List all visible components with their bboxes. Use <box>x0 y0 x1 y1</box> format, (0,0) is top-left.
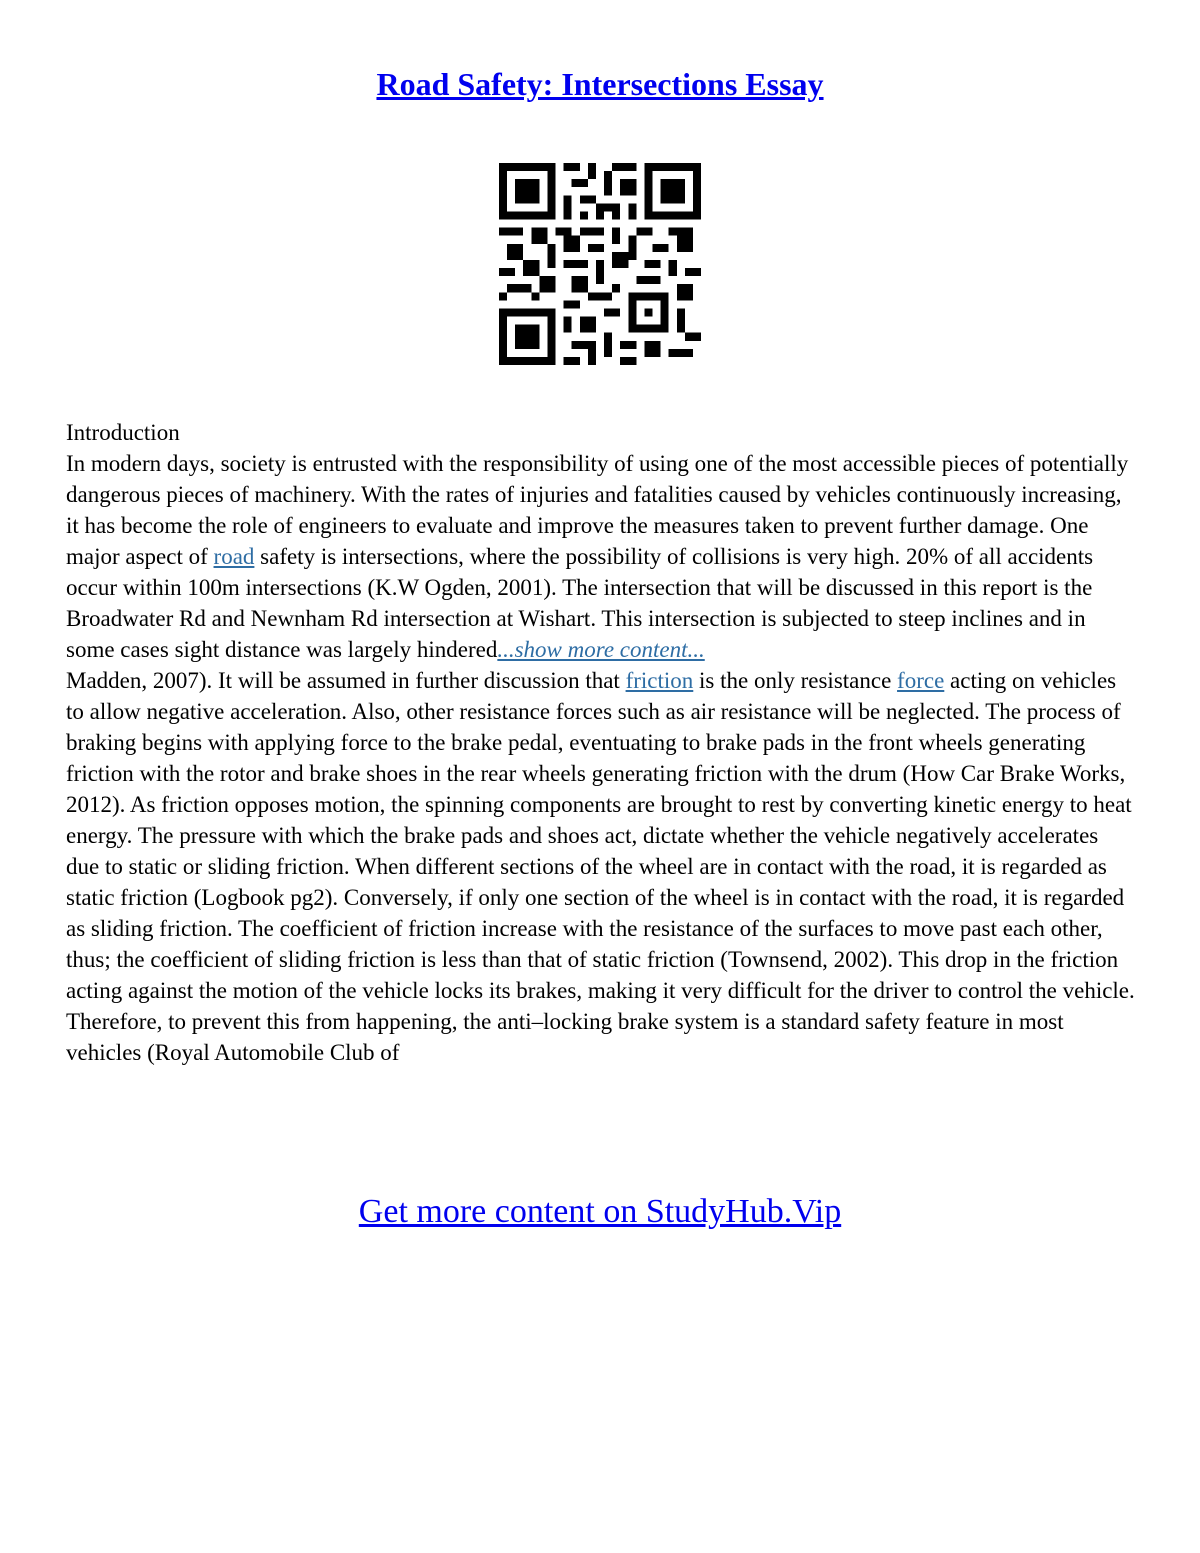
section-heading: Introduction <box>66 420 180 445</box>
title-link[interactable]: Road Safety: Intersections Essay <box>376 66 824 102</box>
intro-text-part2: safety is intersections, where the possibility of collisions is very high. 20% of all accidents occur within 100m intersections (K.W Ogden, 2001). The intersection that will be discussed in this report is the Broadwater Rd and Newnham Rd intersection at Wishart. This intersection is subjected to steep inclines and in some cases sight distance was largely hindered <box>66 544 1094 662</box>
essay-body <box>66 417 1136 1068</box>
studyhub-link[interactable]: Get more content on StudyHub.Vip <box>358 1193 842 1230</box>
body-text-part1: Madden, 2007). It will be assumed in further discussion that <box>66 668 626 693</box>
page-title <box>0 66 1200 103</box>
friction-link[interactable]: friction <box>625 668 694 693</box>
intro-paragraph <box>66 448 1136 665</box>
body-text-part3: acting on vehicles to allow negative acceleration. Also, other resistance forces such as air resistance will be neglected. The process of braking begins with applying force to the brake pedal, eventuating to brake pads in the front wheels generating friction with the rotor and brake shoes in the rear wheels generating friction with the drum (How Car Brake Works, 2012). As friction opposes motion, the spinning components are brought to rest by converting kinetic energy to heat energy. The pressure with which the brake pads and shoes act, dictate whether the vehicle negatively accelerates due to static or sliding friction. When different sections of the wheel are in contact with the road, it is regarded as static friction (Logbook pg2). Conversely, if only one section of the wheel is in contact with the road, it is regarded as sliding friction. The coefficient of friction increase with the resistance of the surfaces to move past each other, thus; the coefficient of sliding friction is less than that of static friction (Townsend, 2002). This drop in the friction acting against the motion of the vehicle locks its brakes, making it very difficult for the driver to control the vehicle. Therefore, to prevent this from happening, the anti–locking brake system is a standard safety feature in most vehicles (Royal Automobile Club of <box>66 668 1135 1065</box>
body-text-part2: is the only resistance <box>693 668 898 693</box>
force-link[interactable]: force <box>897 668 945 693</box>
road-link[interactable]: road <box>213 544 255 569</box>
qr-code-icon <box>499 163 701 365</box>
show-more-link[interactable]: ...show more content... <box>497 637 705 662</box>
body-paragraph <box>66 665 1136 1068</box>
footer <box>0 1193 1200 1231</box>
intro-text-part1: In modern days, society is entrusted with the responsibility of using one of the most accessible pieces of potentially dangerous pieces of machinery. With the rates of injuries and fatalities caused by vehicles continuously increasing, it has become the role of engineers to evaluate and improve the measures taken to prevent further damage. One major aspect of <box>66 451 1129 569</box>
